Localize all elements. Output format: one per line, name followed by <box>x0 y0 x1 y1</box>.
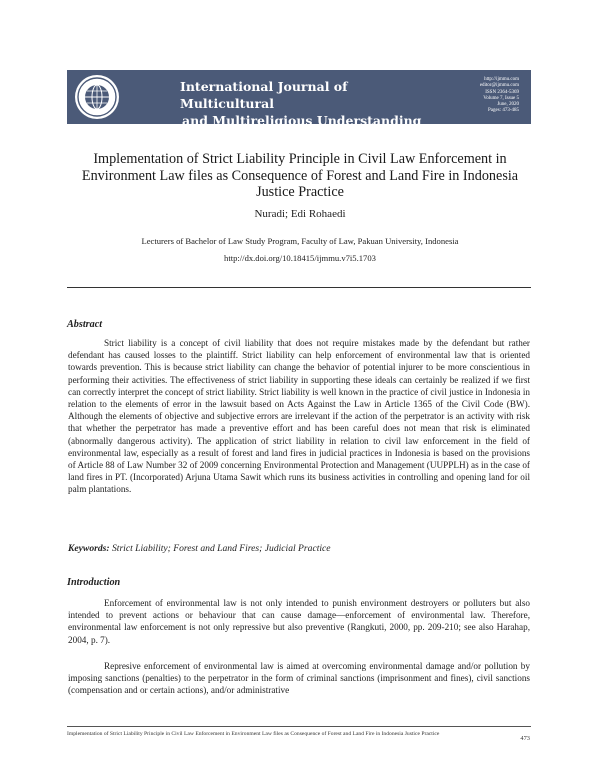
journal-meta <box>449 77 519 115</box>
journal-logo-icon <box>73 73 121 121</box>
journal-issn: ISSN 2364-5369 <box>485 89 519 95</box>
paper-authors: Nuradi; Edi Rohaedi <box>254 208 346 220</box>
abstract-text: Strict liability is a concept of civil liability that does not require mistakes made by the defendant but rather defendant has caused losses to the plaintiff. Strict liability can help enforcement of environmental law that is oriented towards prevention. This is because strict liability can change the behavior of potential injurer to be more conscientious in performing their activities. The effectiveness of strict liability in supporting these ideals can certainly be realized if we first can correctly interpret the concept of strict liability. Strict liability is well known in the practice of civil justice in Indonesia in relation to the elements of error in the lawsuit based on Acts Against the Law in Article 1365 of the Civil Code (BW). Although the elements of objective and subjective errors are irrelevant if the action of the perpetrator is an activity with risk that whether the perpetrator has made a preventive effort and has been careful does not mean that risk is eliminated (abnormally dangerous activity). The application of strict liability in relation to civil law enforcement in the field of environmental law, especially as a result of forest and land fires in judicial practices in Indonesia is based on the provisions of Article 88 of Law Number 32 of 2009 concerning Environmental Protection and Management (UUPPLH) as in the case of land fires in PT. (Incorporated) Arjuna Utama Sawit which runs its business activities in controlling and opening land for oil palm plantations. <box>68 338 530 495</box>
keywords <box>68 543 530 554</box>
journal-date: June, 2020 <box>497 102 519 108</box>
journal-volume: Volume 7, Issue 5 <box>483 95 519 101</box>
footer-divider <box>67 726 531 727</box>
introduction-paragraph-2: Represive enforcement of environmental law is aimed at overcoming environmental damage and/or pollution by imposing sanctions (penalties) to the perpetrator in the form of criminal sanctions (imprisonment and fines), civil sanctions (compensation and or certain actions), and/or administrative <box>68 661 530 696</box>
page-number: 473 <box>520 735 530 742</box>
journal-email[interactable]: editor@ijmmu.com <box>479 83 519 89</box>
introduction-heading: Introduction <box>67 577 121 588</box>
footer-running-title: Implementation of Strict Liability Principle in Civil Law Enforcement in Environment Law files as Consequence of Forest and Land Fire in Indonesia Justice Practice <box>67 731 440 737</box>
abstract-heading: Abstract <box>67 319 103 330</box>
journal-title <box>180 78 440 129</box>
journal-title-line1: International Journal of Multicultural <box>180 79 348 111</box>
paper-doi-link[interactable]: http://dx.doi.org/10.18415/ijmmu.v7i5.1703 <box>224 253 376 263</box>
keywords-label: Keywords: <box>68 543 110 554</box>
header-divider <box>67 287 531 288</box>
paper-affiliation: Lecturers of Bachelor of Law Study Program, Faculty of Law, Pakuan University, Indonesia <box>141 236 459 246</box>
journal-title-line2: and Multireligious Understanding <box>182 113 422 128</box>
journal-banner <box>67 70 531 128</box>
paper-title: Implementation of Strict Liability Principle in Civil Law Enforcement in Environment Law files as Consequence of Forest and Land Fire in Indonesia Justice Practice <box>81 151 519 200</box>
keywords-text: Strict Liability; Forest and Land Fires; Judicial Practice <box>109 543 331 554</box>
journal-pages: Pages: 473-485 <box>488 108 519 114</box>
journal-url[interactable]: http://ijmmu.com <box>484 77 519 82</box>
introduction-paragraph-1: Enforcement of environmental law is not only intended to punish environment destroyers or polluters but also intended to prevent actions or behaviour that can cause damage—enforcement of environmental law. Therefore, environmental law enforcement is not only repressive but also preventive (Rangkuti, 2000, pp. 209-210; see also Harahap, 2004, p. 7). <box>68 598 530 645</box>
